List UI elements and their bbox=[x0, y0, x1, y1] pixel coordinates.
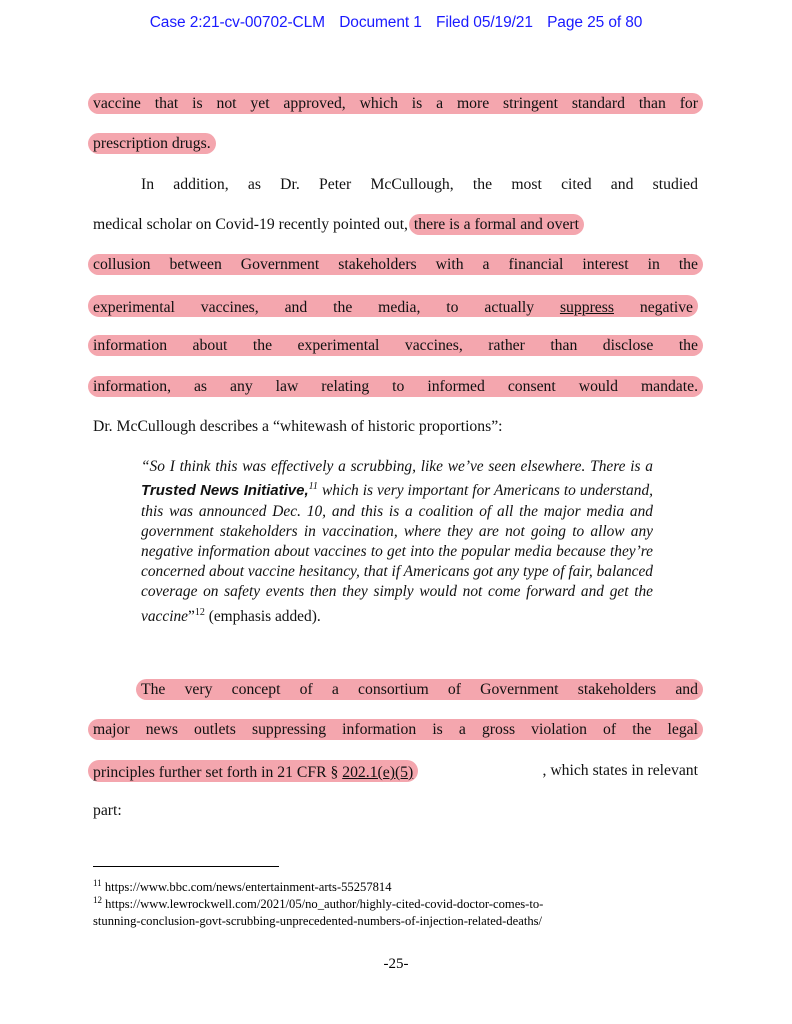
body-text: In addition, as Dr. Peter McCullough, the most cited and studied bbox=[141, 176, 698, 193]
highlighted-text: vaccine that is not yet approved, which is a more stringent standard than for bbox=[88, 93, 703, 114]
body-text: part: bbox=[93, 802, 122, 819]
highlighted-text bbox=[88, 295, 698, 317]
highlighted-text: prescription drugs. bbox=[88, 133, 216, 154]
footnote-ref: 12 bbox=[194, 606, 205, 618]
footnote-ref: 11 bbox=[308, 481, 318, 493]
highlighted-text: collusion between Government stakeholders with a financial interest in the bbox=[88, 254, 703, 275]
emphasis-note: (emphasis added). bbox=[208, 607, 321, 625]
highlighted-text: information about the experimental vaccines, rather than disclose the bbox=[88, 335, 703, 356]
quote-text: “So I think this was effectively a scrubbing, like we’ve seen elsewhere. There is a bbox=[141, 458, 653, 475]
footnote-number: 11 bbox=[93, 878, 102, 888]
body-text: medical scholar on Covid-19 recently pointed out, bbox=[93, 216, 408, 233]
body-text: experimental vaccines, and the media, to actually bbox=[93, 299, 535, 316]
quote-close: ” bbox=[188, 607, 195, 625]
body-line bbox=[93, 800, 698, 822]
page-number: -25- bbox=[383, 956, 409, 972]
document-number: Document 1 bbox=[339, 14, 422, 31]
highlighted-text bbox=[88, 760, 418, 782]
body-line bbox=[141, 174, 698, 196]
body-line bbox=[93, 760, 698, 782]
page-of-total: Page 25 of 80 bbox=[547, 14, 643, 31]
body-line bbox=[141, 679, 698, 701]
case-number: Case 2:21-cv-00702-CLM bbox=[149, 14, 325, 31]
footnote-link-continued[interactable]: stunning-conclusion-govt-scrubbing-unprecedented-numbers-of-injection-related-deaths/ bbox=[93, 914, 543, 929]
footnote bbox=[93, 892, 703, 930]
body-line bbox=[93, 376, 698, 398]
case-header bbox=[0, 14, 792, 32]
body-line bbox=[93, 719, 698, 741]
body-line bbox=[93, 93, 698, 115]
footnote-number: 12 bbox=[93, 895, 102, 905]
body-text: , which states in relevant bbox=[542, 762, 698, 779]
underlined-word: suppress bbox=[559, 299, 614, 316]
body-line bbox=[93, 335, 698, 357]
quote-text: which is very important for Americans to understand, this was announced Dec. 10, and this is a coalition of all the major media and government stakeholders in vaccination, where they are not going to allow any negative information about vaccines to get into the popular media because they’re concerned about vaccine hesitancy, that if Americans got any type of fair, balanced coverage on safety events then they simply would not come forward and get the vaccine bbox=[141, 482, 653, 625]
cfr-link[interactable]: 202.1(e)(5) bbox=[342, 764, 414, 781]
body-text: negative bbox=[639, 299, 694, 316]
highlighted-text: information, as any law relating to informed consent would mandate. bbox=[88, 376, 703, 397]
highlighted-text: The very concept of a consortium of Government stakeholders and bbox=[136, 679, 703, 700]
body-line bbox=[93, 214, 698, 236]
body-line bbox=[93, 295, 698, 317]
footnote-link[interactable]: https://www.lewrockwell.com/2021/05/no_author/highly-cited-covid-doctor-comes-to- bbox=[105, 897, 544, 912]
body-line bbox=[93, 133, 698, 155]
block-quote bbox=[141, 457, 653, 627]
footnote-divider bbox=[93, 866, 279, 867]
body-line bbox=[93, 416, 698, 438]
body-text: Dr. McCullough describes a “whitewash of historic proportions”: bbox=[93, 418, 503, 435]
highlighted-text: there is a formal and overt bbox=[409, 214, 584, 235]
filed-date: Filed 05/19/21 bbox=[436, 14, 533, 31]
footnote-link[interactable]: https://www.bbc.com/news/entertainment-arts-55257814 bbox=[104, 880, 392, 895]
highlighted-text: major news outlets suppressing information is a gross violation of the legal bbox=[88, 719, 703, 740]
body-text: principles further set forth in 21 CFR § bbox=[93, 764, 339, 781]
quote-emphasis: Trusted News Initiative, bbox=[141, 482, 309, 500]
body-line bbox=[93, 254, 698, 276]
